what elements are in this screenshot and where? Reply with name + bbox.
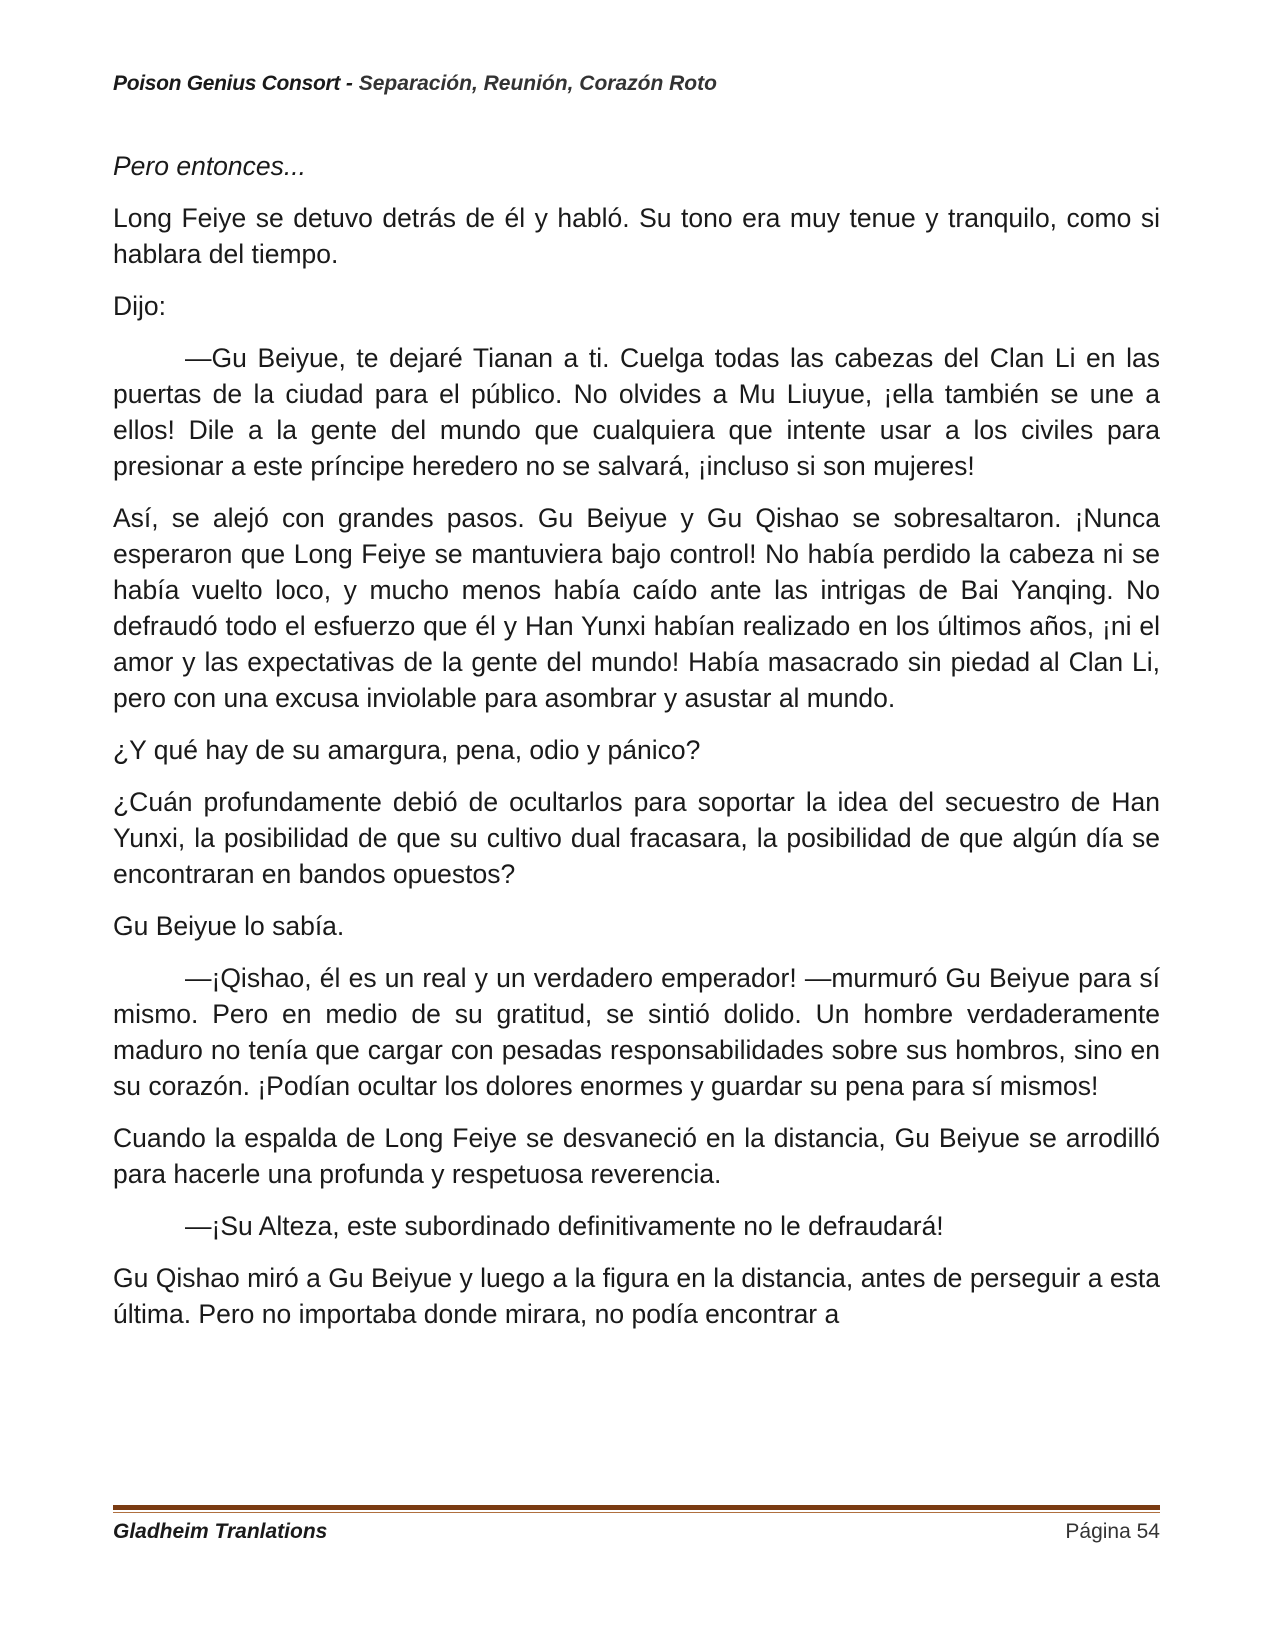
paragraph-4: —Gu Beiyue, te dejaré Tianan a ti. Cuelga todas las cabezas del Clan Li en las puertas de la ciudad para el público. No olvides a Mu Liuyue, ¡ella también se une a ellos! Dile a la gente del mundo que cualquiera que intente usar a los civiles para presionar a este príncipe heredero no se salvará, ¡incluso si son mujeres! <box>113 343 1160 481</box>
paragraph-6: ¿Y qué hay de su amargura, pena, odio y pánico? <box>113 735 701 765</box>
body-text <box>113 148 1160 1332</box>
paragraph-7: ¿Cuán profundamente debió de ocultarlos para soportar la idea del secuestro de Han Yunxi, la posibilidad de que su cultivo dual fracasara, la posibilidad de que algún día se encontraran en bandos opuestos? <box>113 787 1160 889</box>
header-separator: - <box>345 72 353 95</box>
paragraph-10: Cuando la espalda de Long Feiye se desvaneció en la distancia, Gu Beiyue se arrodilló para hacerle una profunda y respetuosa reverencia. <box>113 1123 1160 1189</box>
chapter-title: Separación, Reunión, Corazón Roto <box>358 72 717 95</box>
book-title: Poison Genius Consort <box>113 72 341 95</box>
paragraph-11: —¡Su Alteza, este subordinado definitivamente no le defraudará! <box>185 1211 944 1241</box>
page-header <box>113 72 717 96</box>
footer-divider-thick <box>113 1505 1160 1510</box>
footer-page-number: Página 54 <box>1065 1520 1160 1543</box>
paragraph-2: Long Feiye se detuvo detrás de él y habló. Su tono era muy tenue y tranquilo, como si hablara del tiempo. <box>113 203 1160 269</box>
footer-divider <box>113 1505 1160 1513</box>
paragraph-8: Gu Beiyue lo sabía. <box>113 911 345 941</box>
paragraph-12: Gu Qishao miró a Gu Beiyue y luego a la figura en la distancia, antes de perseguir a esta última. Pero no importaba donde mirara, no podía encontrar a <box>113 1263 1160 1329</box>
paragraph-1: Pero entonces... <box>113 151 306 181</box>
footer-publisher: Gladheim Tranlations <box>113 1520 328 1543</box>
paragraph-9: —¡Qishao, él es un real y un verdadero emperador! —murmuró Gu Beiyue para sí mismo. Pero en medio de su gratitud, se sintió dolido. Un hombre verdaderamente maduro no tenía que cargar con pesadas responsabilidades sobre sus hombros, sino en su corazón. ¡Podían ocultar los dolores enormes y guardar su pena para sí mismos! <box>113 963 1160 1101</box>
footer-divider-thin <box>113 1512 1160 1513</box>
paragraph-3: Dijo: <box>113 291 167 321</box>
paragraph-5: Así, se alejó con grandes pasos. Gu Beiyue y Gu Qishao se sobresaltaron. ¡Nunca esperaron que Long Feiye se mantuviera bajo control! No había perdido la cabeza ni se había vuelto loco, y mucho menos había caído ante las intrigas de Bai Yanqing. No defraudó todo el esfuerzo que él y Han Yunxi habían realizado en los últimos años, ¡ni el amor y las expectativas de la gente del mundo! Había masacrado sin piedad al Clan Li, pero con una excusa inviolable para asombrar y asustar al mundo. <box>113 503 1160 713</box>
